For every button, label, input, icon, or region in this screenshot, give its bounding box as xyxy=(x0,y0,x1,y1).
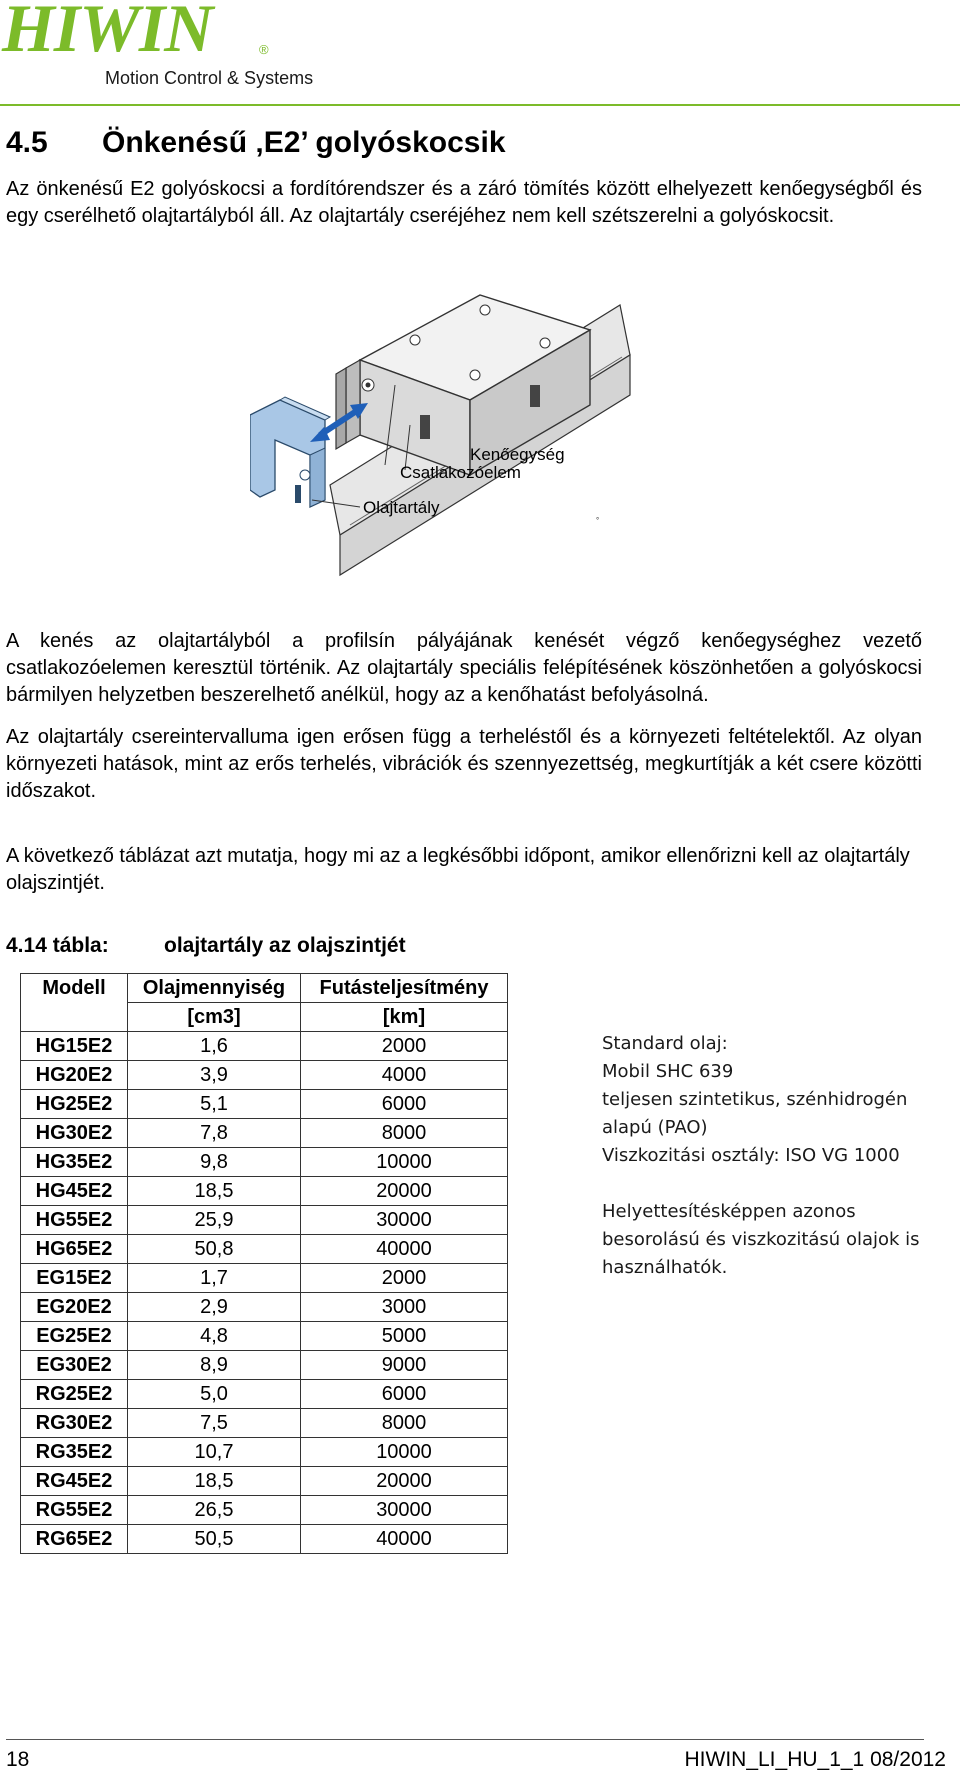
cell-model: RG25E2 xyxy=(21,1380,128,1409)
cell-km: 20000 xyxy=(301,1467,508,1496)
cell-oil: 5,1 xyxy=(128,1090,301,1119)
cell-oil: 8,9 xyxy=(128,1351,301,1380)
cell-model: RG45E2 xyxy=(21,1467,128,1496)
cell-km: 6000 xyxy=(301,1380,508,1409)
label-oil-tank: Olajtartály xyxy=(363,498,440,517)
table-row xyxy=(21,1467,508,1496)
cell-oil: 18,5 xyxy=(128,1177,301,1206)
table-row xyxy=(21,1496,508,1525)
header-performance-unit: [km] xyxy=(301,1003,508,1032)
table-row xyxy=(21,1235,508,1264)
table-row xyxy=(21,1322,508,1351)
cell-oil: 25,9 xyxy=(128,1206,301,1235)
cell-model: EG25E2 xyxy=(21,1322,128,1351)
cell-km: 40000 xyxy=(301,1525,508,1554)
cell-km: 40000 xyxy=(301,1235,508,1264)
cell-model: HG35E2 xyxy=(21,1148,128,1177)
cell-model: HG25E2 xyxy=(21,1090,128,1119)
document-id: HIWIN_LI_HU_1_1 08/2012 xyxy=(684,1748,946,1771)
cell-oil: 18,5 xyxy=(128,1467,301,1496)
cell-oil: 5,0 xyxy=(128,1380,301,1409)
cell-model: RG30E2 xyxy=(21,1409,128,1438)
logo-registered-mark: ® xyxy=(259,42,269,57)
table-caption-number: 4.14 tábla: xyxy=(6,934,109,957)
cell-oil: 1,6 xyxy=(128,1032,301,1061)
oil-spec-note xyxy=(602,1030,952,1170)
label-connector: Csatlakozóelem xyxy=(400,463,521,482)
cell-km: 2000 xyxy=(301,1264,508,1293)
paragraph-interval: Az olajtartály csereintervalluma igen erősen függ a terheléstől és a környezeti feltételektől. Az olyan környezeti hatások, mint az erős terhelés, vibrációk és szennyezettség, megkurtítják a két csere közötti időszakot. xyxy=(6,726,922,802)
header-oil-unit: [cm3] xyxy=(128,1003,301,1032)
table-row xyxy=(21,1119,508,1148)
cell-oil: 10,7 xyxy=(128,1438,301,1467)
table-row xyxy=(21,1032,508,1061)
lubrication-unit-figure xyxy=(250,285,710,605)
table-caption xyxy=(6,934,406,958)
paragraph-table-intro: A következő táblázat azt mutatja, hogy mi az a legkésőbbi időpont, amikor ellenőrizni kell az olajtartály olajszintjét. xyxy=(6,845,910,894)
cell-oil: 1,7 xyxy=(128,1264,301,1293)
cell-model: HG30E2 xyxy=(21,1119,128,1148)
cell-km: 4000 xyxy=(301,1061,508,1090)
table-row xyxy=(21,1090,508,1119)
note-viscosity: Viszkozitási osztály: ISO VG 1000 xyxy=(602,1145,900,1166)
oil-level-table xyxy=(20,973,508,1554)
table-caption-title: olajtartály az olajszintjét xyxy=(164,934,406,957)
table-row xyxy=(21,1525,508,1554)
header-divider xyxy=(0,104,960,106)
cell-model: EG20E2 xyxy=(21,1293,128,1322)
cell-oil: 2,9 xyxy=(128,1293,301,1322)
note-oil-type: teljesen szintetikus, szénhidrogén alapú (PAO) xyxy=(602,1089,908,1138)
table-row xyxy=(21,1177,508,1206)
cell-km: 6000 xyxy=(301,1090,508,1119)
table-row xyxy=(21,1264,508,1293)
cell-model: HG20E2 xyxy=(21,1061,128,1090)
cell-km: 10000 xyxy=(301,1438,508,1467)
cell-model: RG65E2 xyxy=(21,1525,128,1554)
cell-km: 20000 xyxy=(301,1177,508,1206)
cell-oil: 9,8 xyxy=(128,1148,301,1177)
cell-km: 5000 xyxy=(301,1322,508,1351)
footer-divider xyxy=(6,1739,924,1740)
substitute-note: Helyettesítésképpen azonos besorolású és viszkozitású olajok is használhatók. xyxy=(602,1201,920,1278)
cell-model: RG35E2 xyxy=(21,1438,128,1467)
cell-oil: 4,8 xyxy=(128,1322,301,1351)
cell-km: 2000 xyxy=(301,1032,508,1061)
cell-km: 9000 xyxy=(301,1351,508,1380)
cell-oil: 3,9 xyxy=(128,1061,301,1090)
header-oil: Olajmennyiség xyxy=(128,974,301,1003)
cell-oil: 7,5 xyxy=(128,1409,301,1438)
cell-oil: 26,5 xyxy=(128,1496,301,1525)
page-number: 18 xyxy=(6,1748,30,1771)
svg-text:°: ° xyxy=(596,516,600,525)
cell-km: 30000 xyxy=(301,1496,508,1525)
section-heading xyxy=(6,126,506,160)
cell-model: HG65E2 xyxy=(21,1235,128,1264)
label-lube-unit: Kenőegység xyxy=(470,445,565,464)
table-row xyxy=(21,1206,508,1235)
table-row xyxy=(21,1438,508,1467)
cell-km: 30000 xyxy=(301,1206,508,1235)
cell-model: HG45E2 xyxy=(21,1177,128,1206)
cell-model: HG55E2 xyxy=(21,1206,128,1235)
table-row xyxy=(21,1409,508,1438)
header-performance: Futásteljesítmény xyxy=(301,974,508,1003)
note-oil-name: Mobil SHC 639 xyxy=(602,1061,734,1082)
table-row xyxy=(21,1380,508,1409)
section-title: Önkenésű ‚E2’ golyóskocsik xyxy=(102,126,506,159)
cell-oil: 7,8 xyxy=(128,1119,301,1148)
paragraph-lubrication: A kenés az olajtartályból a profilsín pályájának kenését végző kenőegységhez vezető csatlakozóelemen keresztül történik. Az olajtartály speciális felépítésének köszönhetően a golyóskocsi bármilyen helyzetben beszerelhető anélkül, hogy az a kenőhatást befolyásolná. xyxy=(6,630,922,706)
section-number: 4.5 xyxy=(6,126,48,159)
cell-km: 8000 xyxy=(301,1119,508,1148)
cell-km: 8000 xyxy=(301,1409,508,1438)
cell-km: 3000 xyxy=(301,1293,508,1322)
logo-subtitle: Motion Control & Systems xyxy=(105,68,314,88)
table-row xyxy=(21,1293,508,1322)
cell-km: 10000 xyxy=(301,1148,508,1177)
hiwin-logo xyxy=(2,0,322,92)
logo-wordmark: HIWIN xyxy=(2,0,213,66)
table-row xyxy=(21,1148,508,1177)
table-row xyxy=(21,1061,508,1090)
cell-model: RG55E2 xyxy=(21,1496,128,1525)
note-standard-oil: Standard olaj: xyxy=(602,1033,728,1054)
intro-paragraph: Az önkenésű E2 golyóskocsi a fordítórendszer és a záró tömítés között elhelyezett kenőegységből és egy cserélhető olajtartályból áll. Az olajtartály cseréjéhez nem kell szétszerelni a golyóskocsit. xyxy=(6,178,922,227)
cell-model: HG15E2 xyxy=(21,1032,128,1061)
cell-model: EG30E2 xyxy=(21,1351,128,1380)
header-model: Modell xyxy=(21,974,128,1032)
cell-oil: 50,5 xyxy=(128,1525,301,1554)
table-row xyxy=(21,1351,508,1380)
cell-model: EG15E2 xyxy=(21,1264,128,1293)
cell-oil: 50,8 xyxy=(128,1235,301,1264)
